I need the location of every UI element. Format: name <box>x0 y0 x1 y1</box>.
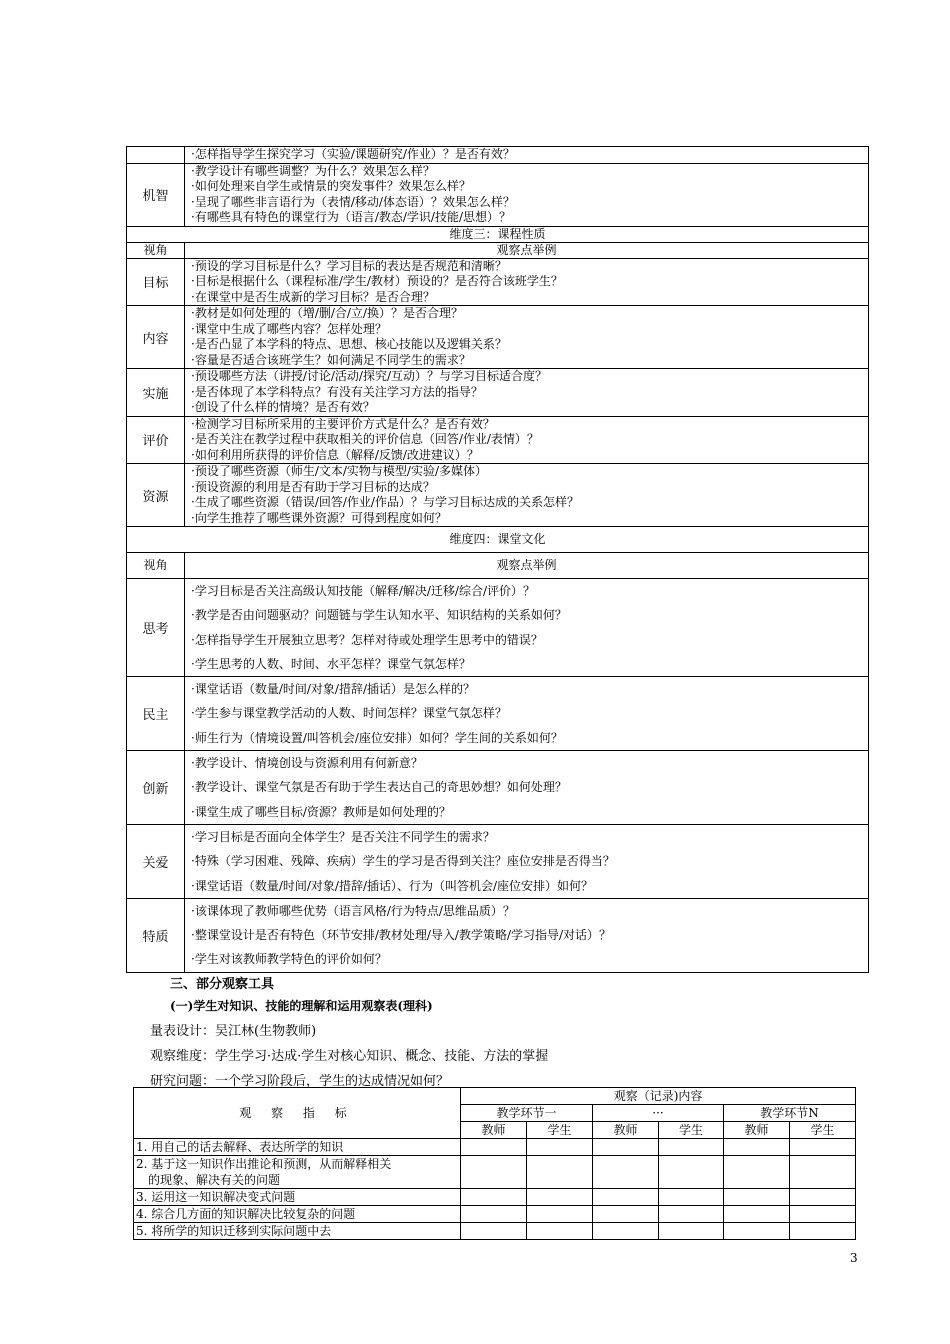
observation-items <box>185 464 869 527</box>
content-header-cell: 观察（记录)内容 <box>461 1088 856 1105</box>
observation-point: ·特殊（学习困难、残障、疾病）学生的学习是否得到关注？座位安排是否得当？ <box>191 854 615 869</box>
observation-items <box>185 751 869 825</box>
record-cell[interactable] <box>527 1156 593 1189</box>
record-cell[interactable] <box>659 1139 724 1156</box>
record-cell[interactable] <box>593 1223 659 1240</box>
observation-point: ·学生对该教师教学特色的评价如何？ <box>191 952 387 967</box>
record-cell[interactable] <box>790 1139 856 1156</box>
knowledge-skill-observation-table <box>133 1087 856 1240</box>
observation-point: ·预设资源的利用是否有助于学习目标的达成？ <box>191 479 435 494</box>
observation-row <box>127 258 869 306</box>
record-cell[interactable] <box>461 1156 527 1189</box>
record-cell[interactable] <box>659 1156 724 1189</box>
record-cell[interactable] <box>527 1189 593 1206</box>
record-cell[interactable] <box>659 1189 724 1206</box>
record-cell[interactable] <box>724 1156 790 1189</box>
observation-items <box>185 898 869 972</box>
dimension-title-row <box>127 527 869 553</box>
observation-points-table <box>126 146 869 973</box>
observation-row <box>127 306 869 369</box>
observation-point: ·是否关注在教学过程中获取相关的评价信息（回答/作业/表情）？ <box>191 432 539 446</box>
observation-point: ·是否凸显了本学科的特点、思想、核心技能以及逻辑关系？ <box>191 337 507 351</box>
observation-point: ·教学是否由问题驱动？问题链与学生认知水平、知识结构的关系如何？ <box>191 608 567 623</box>
subsection-heading: (一)学生对知识、技能的理解和运用观察表(理科) <box>170 999 433 1013</box>
observation-point: ·有哪些具有特色的课堂行为（语言/教态/学识/技能/思想）？ <box>191 210 511 224</box>
observation-point: ·教学设计有哪些调整？为什么？效果怎么样？ <box>191 163 435 178</box>
record-cell[interactable] <box>659 1206 724 1223</box>
research-question-text: 研究问题：一个学习阶段后，学生的达成情况如何？ <box>150 1074 450 1089</box>
indicator-text: 2. 基于这一知识作出推论和预测，从而解释相关 <box>136 1157 392 1171</box>
indicator-cell <box>134 1206 461 1223</box>
observation-point: ·目标是根据什么（课程标准/学生/教材）预设的？是否符合该班学生？ <box>191 274 563 288</box>
record-cell[interactable] <box>790 1156 856 1189</box>
observation-point: ·教材是如何处理的（增/删/合/立/换）？是否合理？ <box>191 306 463 320</box>
indicator-cell <box>134 1139 461 1156</box>
observation-point: ·呈现了哪些非言语行为（表情/移动/体态语）？效果怎么样？ <box>191 194 515 209</box>
record-cell[interactable] <box>461 1189 527 1206</box>
perspective-label: 实施 <box>127 369 185 417</box>
section-heading: 三、部分观察工具 <box>170 977 275 992</box>
dimension-title: 维度三：课程性质 <box>127 226 869 242</box>
indicator-row <box>134 1189 856 1206</box>
observation-items <box>185 416 869 464</box>
observation-row <box>127 464 869 527</box>
observation-point: ·课堂中生成了哪些内容？怎样处理？ <box>191 321 387 336</box>
observation-row <box>127 163 869 226</box>
record-cell[interactable] <box>724 1189 790 1206</box>
header-perspective: 视角 <box>127 553 185 579</box>
observation-row <box>127 416 869 464</box>
perspective-label: 民主 <box>127 677 185 751</box>
scale-designer-text: 量表设计：吴江林(生物教师) <box>150 1024 317 1039</box>
observation-row <box>127 898 869 972</box>
stage-header: 教学环节一 <box>461 1105 593 1122</box>
perspective-label: 特质 <box>127 898 185 972</box>
record-cell[interactable] <box>593 1139 659 1156</box>
observation-point: ·整课堂设计是否有特色（环节安排/教材处理/导入/教学策略/学习指导/对话）？ <box>191 928 612 943</box>
page-number: 3 <box>850 1251 858 1265</box>
record-cell[interactable] <box>527 1206 593 1223</box>
header-observation-points: 观察点举例 <box>185 553 869 579</box>
record-cell[interactable] <box>724 1206 790 1223</box>
role-header: 教师 <box>724 1122 790 1139</box>
observation-point: ·预设了哪些资源（师生/文本/实物与模型/实验/多媒体） <box>191 464 487 478</box>
record-cell[interactable] <box>790 1189 856 1206</box>
observation-point: ·教学设计、课堂气氛是否有助于学生表达自己的奇思妙想？如何处理？ <box>191 780 567 795</box>
observation-row <box>127 579 869 677</box>
observation-point: ·学习目标是否面向全体学生？是否关注不同学生的需求？ <box>191 829 495 844</box>
role-header: 学生 <box>790 1122 856 1139</box>
observation-point: ·预设的学习目标是什么？学习目标的表达是否规范和清晰？ <box>191 258 507 273</box>
indicator-text: 3. 运用这一知识解决变式问题 <box>136 1190 296 1204</box>
observation-dimension-text: 观察维度：学生学习·达成·学生对核心知识、概念、技能、方法的掌握 <box>150 1049 549 1064</box>
stage-header: ··· <box>593 1105 724 1122</box>
observation-point: ·学习目标是否关注高级认知技能（解释/解决/迁移/综合/评价）？ <box>191 584 535 598</box>
observation-point: ·该课体现了教师哪些优势（语言风格/行为特点/思维品质）？ <box>191 903 515 918</box>
observation-items <box>185 579 869 677</box>
indicator-cell <box>134 1223 461 1240</box>
observation-row <box>127 147 869 164</box>
observation-point: ·生成了哪些资源（错误/回答/作业/作品）？与学习目标达成的关系怎样？ <box>191 495 579 509</box>
observation-items <box>185 369 869 417</box>
role-header: 教师 <box>593 1122 659 1139</box>
perspective-label: 目标 <box>127 258 185 306</box>
observation-point: ·课堂话语（数量/时间/对象/措辞/插话）是怎么样的？ <box>191 682 475 697</box>
indicator-cell <box>134 1189 461 1206</box>
observation-row <box>127 369 869 417</box>
role-header: 学生 <box>527 1122 593 1139</box>
record-cell[interactable] <box>790 1223 856 1240</box>
observation-items <box>185 163 869 226</box>
observation-point: ·检测学习目标所采用的主要评价方式是什么？是否有效？ <box>191 416 495 431</box>
observation-point: ·如何利用所获得的评价信息（解释/反馈/改进建议）？ <box>191 447 479 462</box>
perspective-label: 创新 <box>127 751 185 825</box>
perspective-label: 机智 <box>127 163 185 226</box>
record-cell[interactable] <box>461 1139 527 1156</box>
header-row <box>127 242 869 258</box>
observation-row <box>127 751 869 825</box>
record-cell[interactable] <box>593 1156 659 1189</box>
indicator-header-cell: 观 察 指 标 <box>134 1088 461 1139</box>
observation-point: ·是否体现了本学科特点？有没有关注学习方法的指导？ <box>191 384 483 399</box>
perspective-label: 评价 <box>127 416 185 464</box>
record-cell[interactable] <box>593 1206 659 1223</box>
record-cell[interactable] <box>659 1223 724 1240</box>
perspective-label: 内容 <box>127 306 185 369</box>
observation-items <box>185 147 869 164</box>
perspective-label <box>127 147 185 164</box>
header-observation-points: 观察点举例 <box>185 242 869 258</box>
stage-header: 教学环节N <box>724 1105 856 1122</box>
record-cell[interactable] <box>790 1206 856 1223</box>
record-cell[interactable] <box>527 1223 593 1240</box>
observation-point: ·课堂话语（数量/时间/对象/措辞/插话）、行为（叫答机会/座位安排）如何？ <box>191 878 594 893</box>
dimension-title: 维度四：课堂文化 <box>127 527 869 553</box>
observation-items <box>185 306 869 369</box>
perspective-label: 资源 <box>127 464 185 527</box>
perspective-label: 思考 <box>127 579 185 677</box>
record-cell[interactable] <box>461 1223 527 1240</box>
observation-items <box>185 824 869 898</box>
observation-point: ·怎样指导学生探究学习（实验/课题研究/作业）？是否有效？ <box>191 147 515 161</box>
role-header: 学生 <box>659 1122 724 1139</box>
observation-point: ·学生参与课堂教学活动的人数、时间怎样？课堂气氛怎样？ <box>191 706 507 721</box>
dimension-title-row <box>127 226 869 242</box>
indicator-row <box>134 1139 856 1156</box>
role-header: 教师 <box>461 1122 527 1139</box>
header-row <box>127 553 869 579</box>
indicator-row <box>134 1156 856 1189</box>
observation-row <box>127 677 869 751</box>
observation-point: ·师生行为（情境设置/叫答机会/座位安排）如何？学生间的关系如何？ <box>191 730 563 745</box>
indicator-row <box>134 1223 856 1240</box>
observation-point: ·容量是否适合该班学生？如何满足不同学生的需求？ <box>191 352 471 367</box>
observation-point: ·在课堂中是否生成新的学习目标？是否合理？ <box>191 289 435 304</box>
observation-point: ·向学生推荐了哪些课外资源？可得到程度如何？ <box>191 510 447 525</box>
record-cell[interactable] <box>724 1139 790 1156</box>
indicator-text: 的现象、解决有关的问题 <box>148 1173 281 1187</box>
record-cell[interactable] <box>593 1189 659 1206</box>
observation-point: ·创设了什么样的情境？是否有效？ <box>191 400 375 414</box>
observation-point: ·怎样指导学生开展独立思考？怎样对待或处理学生思考中的错误？ <box>191 632 543 647</box>
observation-point: ·如何处理来自学生或情景的突发事件？效果怎么样？ <box>191 179 471 193</box>
observation-point: ·教学设计、情境创设与资源利用有何新意？ <box>191 756 423 771</box>
header-perspective: 视角 <box>127 242 185 258</box>
perspective-label: 关爱 <box>127 824 185 898</box>
record-cell[interactable] <box>461 1206 527 1223</box>
record-cell[interactable] <box>724 1223 790 1240</box>
record-cell[interactable] <box>527 1139 593 1156</box>
observation-row <box>127 824 869 898</box>
indicator-text: 5. 将所学的知识迁移到实际问题中去 <box>136 1224 332 1238</box>
indicator-cell <box>134 1156 461 1189</box>
indicator-text: 4. 综合几方面的知识解决比较复杂的问题 <box>136 1207 356 1221</box>
indicator-text: 1. 用自己的话去解释、表达所学的知识 <box>136 1140 344 1154</box>
observation-items <box>185 258 869 306</box>
observation-point: ·预设哪些方法（讲授/讨论/活动/探究/互动）？与学习目标适合度？ <box>191 369 547 383</box>
observation-point: ·课堂生成了哪些目标/资源？教师是如何处理的？ <box>191 804 451 819</box>
observation-point: ·学生思考的人数、时间、水平怎样？课堂气氛怎样？ <box>191 656 471 671</box>
observation-items <box>185 677 869 751</box>
indicator-row <box>134 1206 856 1223</box>
